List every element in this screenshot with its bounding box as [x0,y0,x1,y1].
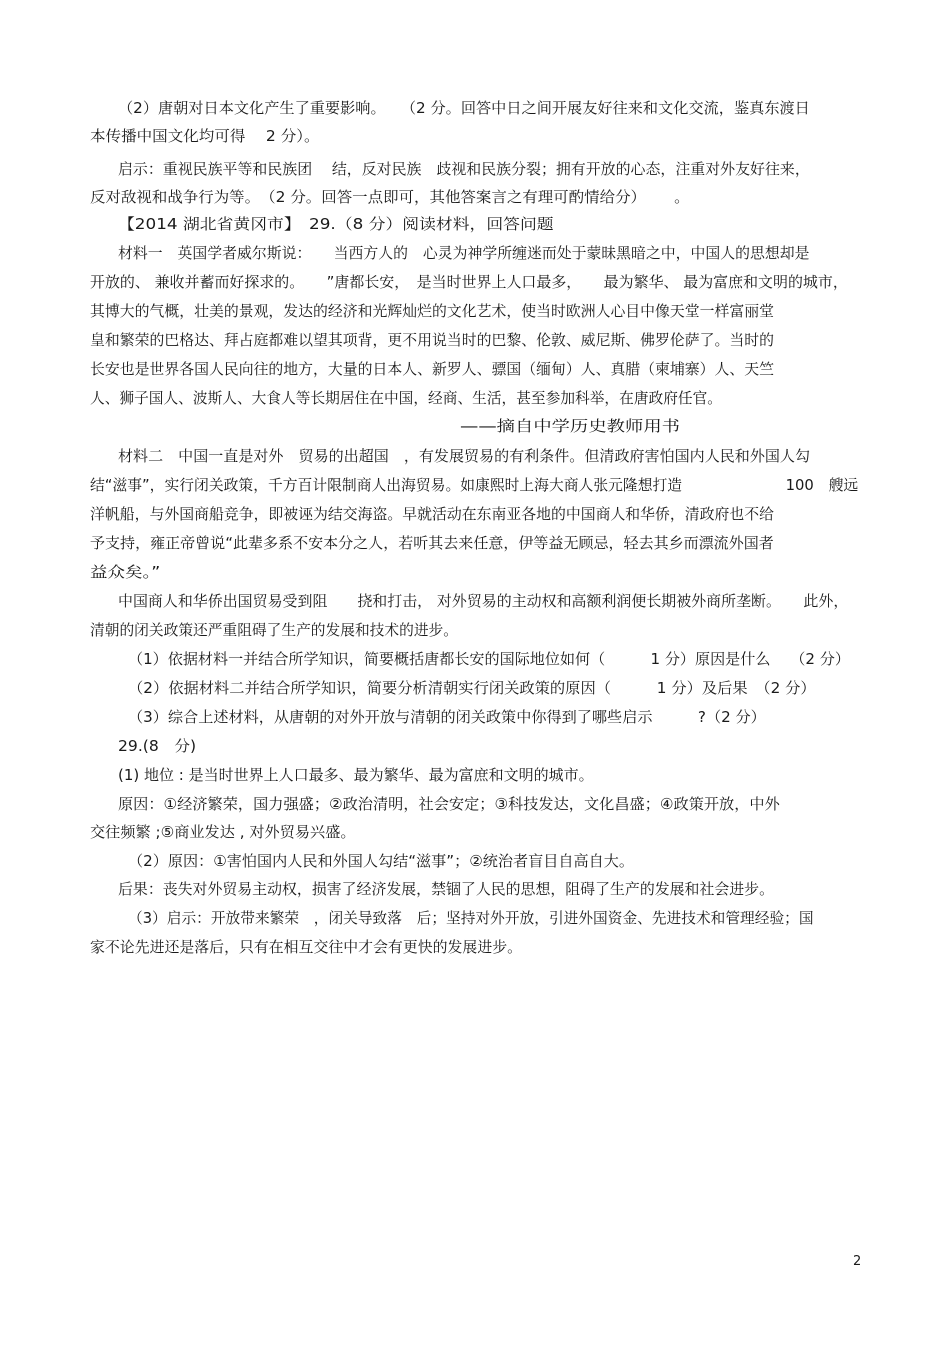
text-line: 材料二 中国一直是对外 贸易的出超国 ，有发展贸易的有利条件。但清政府害怕国内人民和外国人勾 [118,447,811,465]
text-line: （1）依据材料一并结合所学知识，简要概括唐都长安的国际地位如何（ 1 分）原因是什么 （2 分） [128,650,850,668]
source-citation: ——摘自中学历史教师用书 [460,417,681,435]
text-line: 予支持，雍正帝曾说“此辈多系不安本分之人，若听其去来任意，伊等益无顾忌，轻去其乡而漂流外国者 [90,534,774,552]
text-line: 中国商人和华侨出国贸易受到阻 挠和打击， 对外贸易的主动权和高额利润便长期被外商所垄断。 此外， [118,592,849,610]
text-line: 结“滋事”，实行闭关政策，千方百计限制商人出海贸易。如康熙时上海大商人张元隆想打造 100 艘远 [90,476,859,494]
text-line: （3）启示：开放带来繁荣 ，闭关导致落 后；坚持对外开放，引进外国资金、先进技术和管理经验；国 [128,909,814,927]
text-line: 启示：重视民族平等和民族团 结，反对民族 歧视和民族分裂；拥有开放的心态，注重对外友好往来， [118,160,810,178]
text-line: 开放的、 兼收并蓄而好探求的。 ”唐都长安， 是当时世界上人口最多， 最为繁华、 最为富庶和文明的城市， [90,273,848,291]
text-line: 【2014 湖北省黄冈市】 29.（8 分）阅读材料，回答问题 [118,215,554,233]
text-line: （2）唐朝对日本文化产生了重要影响。 （2 分。回答中日之间开展友好往来和文化交流，鉴真东渡日 [118,99,810,117]
text-line: 皇和繁荣的巴格达、拜占庭都难以望其项背，更不用说当时的巴黎、伦敦、威尼斯、佛罗伦萨了。当时的 [90,331,775,349]
text-line: 清朝的闭关政策还严重阻碍了生产的发展和技术的进步。 [90,621,459,639]
text-line: 交往频繁 ;⑤商业发达 , 对外贸易兴盛。 [90,823,356,841]
text-line: （3）综合上述材料，从唐朝的对外开放与清朝的闭关政策中你得到了哪些启示 ?（2 分） [128,708,766,726]
text-line: 其博大的气概，壮美的景观，发达的经济和光辉灿烂的文化艺术，使当时欧洲人心目中像天堂一样富丽堂 [90,302,775,320]
text-line: （2）依据材料二并结合所学知识，简要分析清朝实行闭关政策的原因（ 1 分）及后果 （2 分） [128,679,816,697]
text-line: 反对敌视和战争行为等。 （2 分。回答一点即可，其他答案言之有理可酌情给分） 。 [90,188,690,206]
text-line: 本传播中国文化均可得 2 分）。 [90,127,320,145]
text-line: 人、狮子国人、波斯人、大食人等长期居住在中国，经商、生活，甚至参加科举，在唐政府任官。 [90,389,723,407]
page-number: 2 [853,1254,862,1269]
text-line: 材料一 英国学者威尔斯说： 当西方人的 心灵为神学所缠迷而处于蒙昧黑暗之中，中国人的思想却是 [118,244,810,262]
text-line: 29.(8 分) [118,737,197,755]
text-line: (1) 地位 : 是当时世界上人口最多、最为繁华、最为富庶和文明的城市。 [118,766,594,784]
text-line: 原因：①经济繁荣，国力强盛；②政治清明，社会安定；③科技发达，文化昌盛；④政策开放，中外 [118,795,780,813]
text-line: 后果：丧失对外贸易主动权，损害了经济发展，禁锢了人民的思想，阻碍了生产的发展和社会进步。 [118,880,775,898]
text-line: 洋帆船，与外国商船竞争，即被诬为结交海盗。早就活动在东南亚各地的中国商人和华侨，清政府也不给 [90,505,775,523]
text-line: 益众矣。” [90,563,161,581]
text-line: 长安也是世界各国人民向往的地方，大量的日本人、新罗人、骠国（缅甸）人、真腊（柬埔寨）人、天竺 [90,360,775,378]
text-line: 家不论先进还是落后，只有在相互交往中才会有更快的发展进步。 [90,938,523,956]
text-line: （2）原因：①害怕国内人民和外国人勾结“滋事”；②统治者盲目自高自大。 [128,852,634,870]
